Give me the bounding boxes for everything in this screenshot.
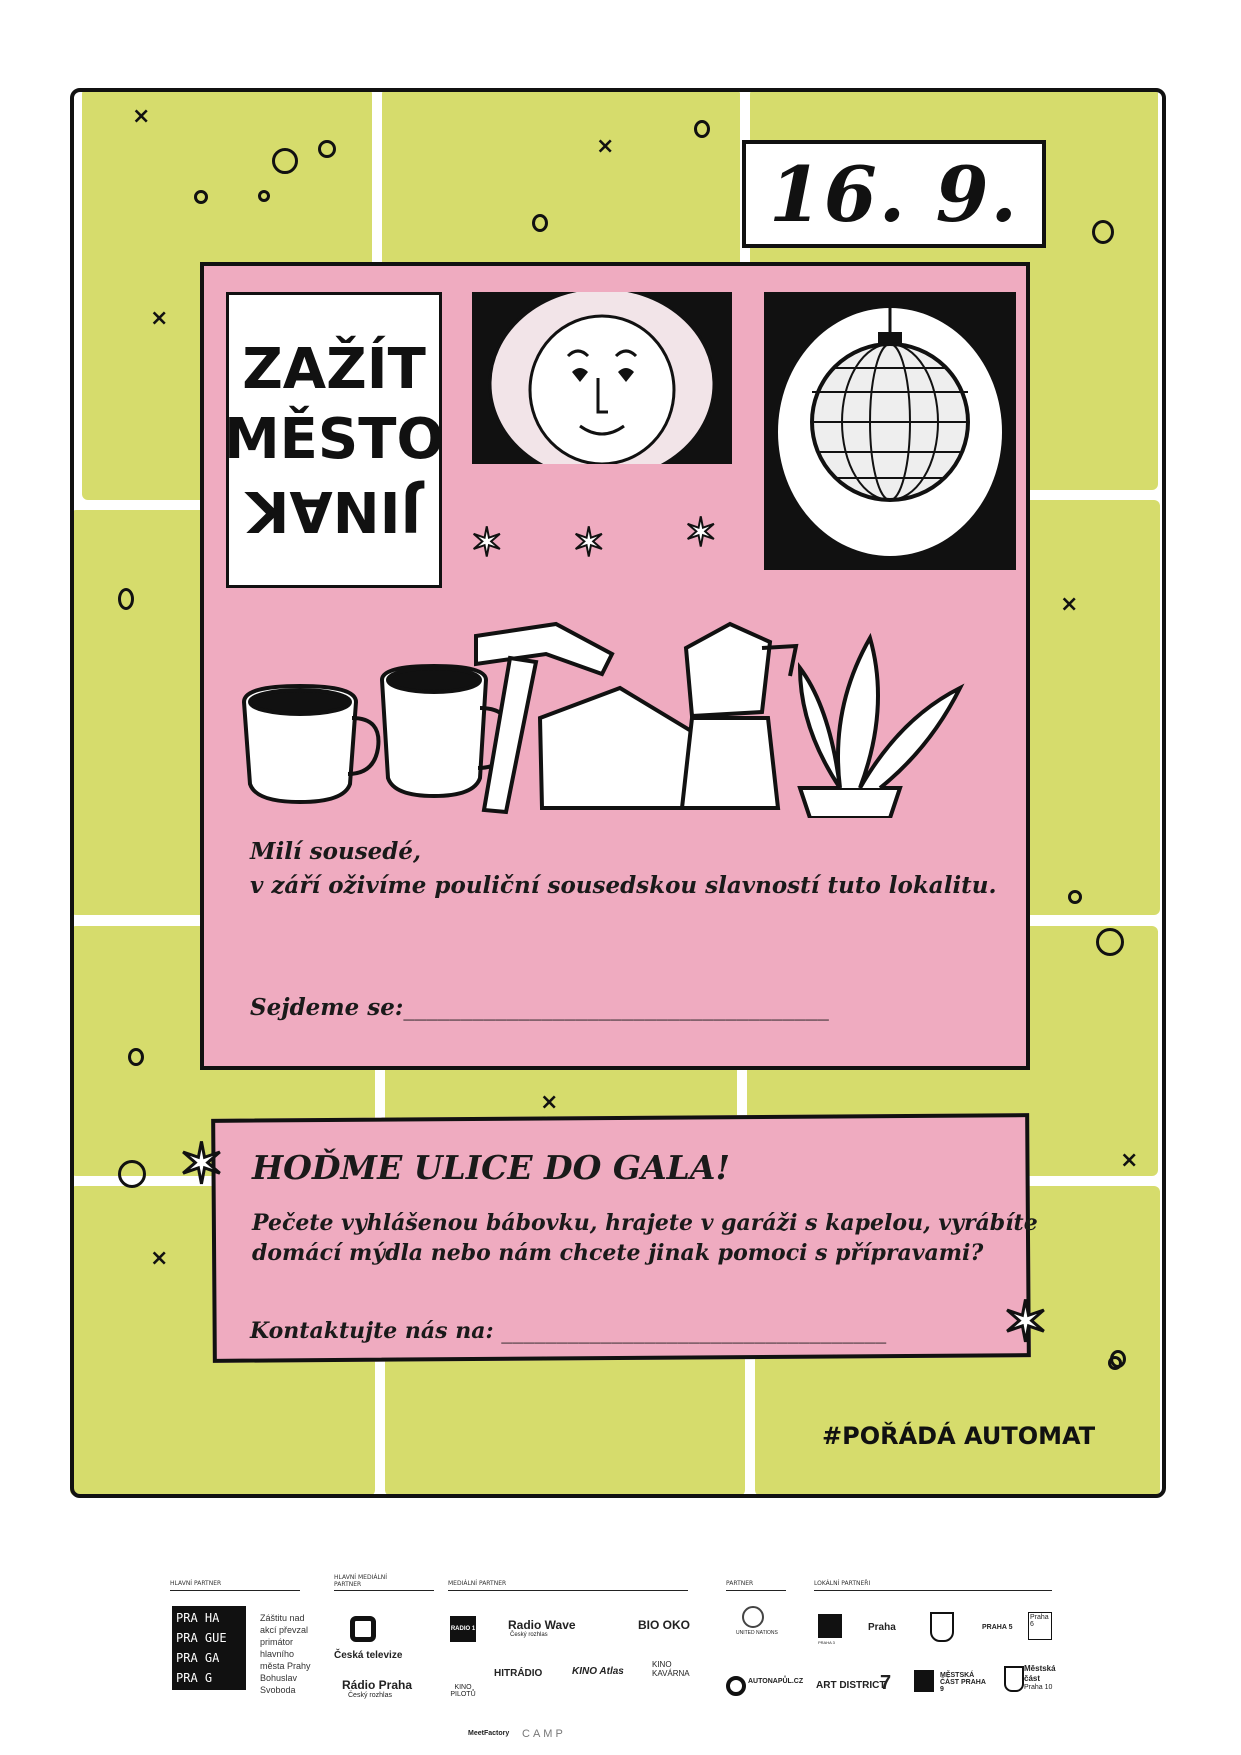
autonapul-icon xyxy=(726,1676,746,1696)
circle-doodle-icon xyxy=(1108,1356,1122,1370)
sparkle-x-icon: × xyxy=(150,1246,169,1271)
praha3-logo xyxy=(818,1614,842,1638)
praha7-label: 7 xyxy=(880,1672,892,1694)
partner-group-label: MEDIÁLNÍ PARTNER xyxy=(448,1580,507,1587)
un-emblem-icon xyxy=(742,1606,764,1628)
meetfactory-label: MeetFactory xyxy=(468,1730,510,1737)
praha5-label: PRAHA 5 xyxy=(982,1624,1013,1631)
partner-group-label: PARTNER xyxy=(726,1580,754,1587)
zazit-mesto-jinak-logo xyxy=(223,292,445,588)
circle-doodle-icon xyxy=(118,1160,146,1188)
logo-line-1: ZAŽÍT xyxy=(242,337,426,402)
camp-label: CAMP xyxy=(522,1728,566,1740)
star-icon: ✶ xyxy=(1002,1290,1049,1355)
kino-pilotu-label: KINO PILOTŮ xyxy=(450,1684,476,1698)
praha10-label-2: část xyxy=(1024,1674,1041,1683)
radio-praha-sub: Český rozhlas xyxy=(348,1692,392,1699)
praha10-crest-icon xyxy=(1004,1666,1024,1692)
star-icon: ✶ xyxy=(684,510,718,556)
praha3-label: PRAHA 3 xyxy=(818,1640,835,1645)
praha-label: Praha xyxy=(868,1622,896,1633)
sparkle-x-icon: × xyxy=(150,306,169,331)
circle-doodle-icon xyxy=(1096,928,1124,956)
letter-greeting: Milí sousedé, xyxy=(250,838,421,865)
praha-logo: PRA HA PRA GUE PRA GA PRA G xyxy=(172,1606,246,1690)
sparkle-x-icon: × xyxy=(540,1090,559,1115)
letter-body: v září oživíme pouliční sousedskou slavností tuto lokalitu. xyxy=(250,872,997,899)
meeting-place-line[interactable]: _____________________________________ xyxy=(403,995,829,1021)
star-icon: ✶ xyxy=(572,520,606,566)
circle-doodle-icon xyxy=(128,1048,144,1066)
circle-doodle-icon xyxy=(258,190,270,202)
sparkle-x-icon: × xyxy=(596,134,615,159)
radio-wave-label: Radio Wave xyxy=(508,1618,576,1632)
circle-doodle-icon xyxy=(1068,890,1082,904)
circle-doodle-icon xyxy=(118,588,134,610)
praha10-label-1: Městská xyxy=(1024,1664,1056,1673)
autonapul-label: AUTONAPŮL.CZ xyxy=(748,1678,804,1685)
ct-logo-icon xyxy=(350,1616,376,1642)
circle-doodle-icon xyxy=(272,148,298,174)
patron-text: Záštitu nad akcí převzal primátor hlavního města Prahy Bohuslav Svoboda xyxy=(260,1613,311,1695)
contact-line[interactable]: ___________________________________ xyxy=(501,1319,887,1344)
star-icon: ✶ xyxy=(470,520,504,566)
partner-group-label: HLAVNÍ MEDIÁLNÍ PARTNER xyxy=(334,1574,388,1588)
un-label: UNITED NATIONS xyxy=(736,1630,778,1636)
circle-doodle-icon xyxy=(318,140,336,158)
praha9-label: MĚSTSKÁ ČÁST PRAHA 9 xyxy=(940,1672,986,1693)
circle-doodle-icon xyxy=(194,190,208,204)
meeting-place-label: Sejdeme se: xyxy=(250,994,404,1021)
circle-doodle-icon xyxy=(694,120,710,138)
call-text-line-2: domácí mýdla nebo nám chcete jinak pomoci s přípravami? xyxy=(252,1240,984,1266)
ct-label: Česká televize xyxy=(334,1650,403,1661)
household-objects-illustration xyxy=(240,618,1020,818)
hitradio-label: HITRÁDIO xyxy=(494,1668,543,1679)
kino-atlas-label: KINO Atlas xyxy=(572,1666,624,1677)
radio-wave-sub: Český rozhlas xyxy=(510,1632,548,1638)
sparkle-x-icon: × xyxy=(1120,1148,1139,1173)
praha10-label-3: Praha 10 xyxy=(1024,1684,1053,1691)
praha-crest-icon xyxy=(930,1612,954,1642)
radio-praha-label: Rádio Praha xyxy=(342,1678,413,1692)
kino-kavarna-label: KINO KAVÁRNA xyxy=(652,1660,690,1678)
disco-ball-illustration xyxy=(764,292,1016,570)
sparkle-x-icon: × xyxy=(132,104,151,129)
contact-field[interactable] xyxy=(250,1318,886,1344)
contact-label: Kontaktujte nás na: xyxy=(250,1318,494,1344)
radio1-logo: RADIO 1 xyxy=(450,1616,476,1642)
praha6-label: Praha 6 xyxy=(1028,1612,1052,1640)
partner-group-label: LOKÁLNÍ PARTNEŘI xyxy=(814,1580,871,1587)
event-date: 16. 9. xyxy=(742,140,1046,248)
circle-doodle-icon xyxy=(532,214,548,232)
praha9-icon xyxy=(914,1670,934,1692)
art-district-label: ART DISTRICT xyxy=(816,1680,886,1691)
call-text-line-1: Pečete vyhlášenou bábovku, hrajete v garáži s kapelou, vyrábíte xyxy=(252,1210,1038,1236)
meeting-place-field[interactable] xyxy=(250,994,829,1021)
organizer-tag: #POŘÁDÁ AUTOMAT xyxy=(822,1422,1096,1450)
logo-line-3: JINAK xyxy=(246,478,422,543)
call-title: HOĎME ULICE DO GALA! xyxy=(252,1148,730,1187)
logo-line-2: MĚSTO xyxy=(223,407,445,472)
circle-doodle-icon xyxy=(1092,220,1114,244)
partner-group-label: HLAVNÍ PARTNER xyxy=(170,1580,222,1587)
sparkle-x-icon: × xyxy=(1060,592,1079,617)
star-icon: ✶ xyxy=(178,1132,225,1197)
face-illustration xyxy=(472,292,732,464)
bio-oko-label: BIO OKO xyxy=(638,1618,691,1632)
